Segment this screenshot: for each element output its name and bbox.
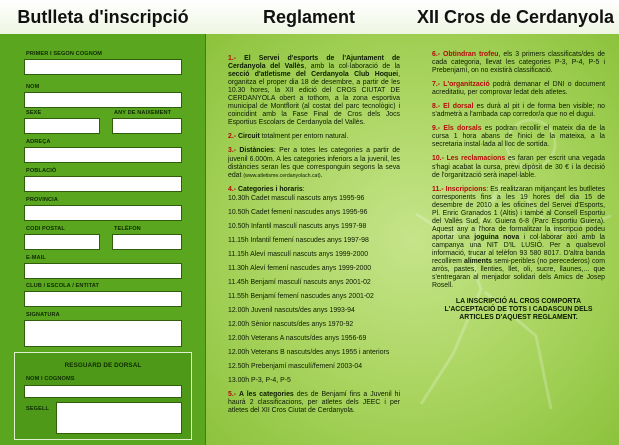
category-item: 12.00h Veterans B nascuts/des anys 1955 i anteriors [228, 349, 390, 357]
signature-label: SIGNATURA [26, 312, 60, 318]
receipt-name-field[interactable] [24, 385, 182, 398]
event-header: XII Cros de Cerdanyola [412, 0, 619, 34]
rule-9: 9.- Els dorsals es podran recollir el mateix dia de la cursa 1 hora abans de l'inici de la mateixa, a la secretaria instal·lada al lloc de sortida. [432, 125, 605, 149]
province-field[interactable] [24, 205, 182, 221]
receipt-stamp-label: SEGELL [26, 406, 49, 412]
rule-7: 7.- L'organització podrà demanar el DNI o document acreditatiu, per comprovar ledat dels atletes. [432, 81, 605, 97]
firstname-field[interactable] [24, 92, 182, 108]
email-label: E-MAIL [26, 255, 46, 261]
category-item: 11.15h Aleví masculí nascuts anys 1999-2000 [228, 250, 369, 258]
category-item: 12.00h Juvenil nascuts/des anys 1993-94 [228, 307, 355, 315]
phone-field[interactable] [112, 234, 182, 250]
category-item: 10.30h Cadet masculí nascuts anys 1995-96 [228, 194, 365, 202]
birthyear-field[interactable] [112, 118, 182, 134]
rule-4: 4.- Categories i horaris: [228, 185, 305, 193]
rule-2: 2.- Circuit totalment per entorn natural. [228, 133, 349, 141]
surname-label: PRIMER I SEGON COGNOM [26, 51, 103, 57]
address-label: ADREÇA [26, 139, 51, 145]
rule-8: 8.- El dorsal es durà al pit i de forma ben visible; no s'admetrà a l'arribada cap corredor/a que no el dugui. [432, 103, 606, 119]
category-schedule-list [228, 195, 400, 386]
town-field[interactable] [24, 176, 182, 192]
rule-3: 3.- Distàncies: Per a totes les categories a partir de juvenil 6.000m. A les categories inferiors a la juvenil, les distàncies seran les que corresponguin segons la seva edat (www.atletisme.cerdanyolach.cat). [228, 147, 400, 179]
email-field[interactable] [24, 263, 182, 279]
surname-field[interactable] [24, 59, 182, 75]
rule-10: 10.- Les reclamacions es faran per escrit una vegada s'hagi acabat la cursa, previ dipòsit de 30 € i la decisió de l'organització serà inapel·lable. [432, 155, 605, 179]
firstname-label: NOM [26, 84, 40, 90]
birthyear-label: ANY DE NAIXEMENT [114, 110, 172, 116]
form-header: Butlleta d'inscripció [0, 0, 206, 34]
category-item: 10.50h Infantil masculí nascuts anys 1997-98 [228, 222, 367, 230]
rules-column-1 [228, 55, 400, 422]
category-item: 11.45h Benjamí masculí nascuts anys 2001-02 [228, 278, 371, 286]
category-item: 12.00h Sènior nascuts/des anys 1970-92 [228, 321, 354, 329]
rules-column-2 [432, 51, 605, 328]
postcode-label: CODI POSTAL [26, 226, 65, 232]
postcode-field[interactable] [24, 234, 100, 250]
phone-label: TELÈFON [114, 226, 141, 232]
closing-statement: LA INSCRIPCIÓ AL CROS COMPORTA L'ACCEPTACIÓ DE TOTS I CADASCUN DELS ARTICLES D'AQUEST REGLAMENT. [444, 298, 593, 322]
receipt-name-label: NOM I COGNOMS [26, 376, 75, 382]
sex-label: SEXE [26, 110, 42, 116]
category-item: 11.30h Aleví femení nascudes anys 1999-2000 [228, 264, 372, 272]
club-field[interactable] [24, 291, 182, 307]
rules-header: Reglament [206, 0, 412, 34]
category-item: 12.00h Veterans A nascuts/des anys 1956-69 [228, 335, 367, 343]
receipt-stamp-field[interactable] [56, 402, 182, 434]
category-item: 11.15h Infantil femení nascudes anys 1997-98 [228, 236, 369, 244]
category-item: 10.50h Cadet femení nascudes anys 1995-96 [228, 208, 368, 216]
rule-1: 1.- El Servei d'esports de l'Ajuntament de Cerdanyola del Vallès, amb la col·laboració de la secció d'atletisme del Cerdanyola Club Hoquei, organitza el proper dia 18 de desembre, a partir de les 10.30 hores, la XII edició del CROS CIUTAT DE CERDANYOLA obert a tothom, a la zona esportiva municipal de Montflorit (al costat del parc tecnològic) i coincidint amb la Fase Final de Cros dels Jocs Esportius Escolars de Cerdanyola del Vallès. [228, 55, 401, 127]
rule-5: 5.- A les categories des de Benjamí fins a Juvenil hi haurà 2 classificacions, per atletes dels JEEC i per atletes del XII Cros Ciutat de Cerdanyola. [228, 391, 400, 415]
address-field[interactable] [24, 147, 182, 163]
sex-field[interactable] [24, 118, 100, 134]
category-item: 12.50h Prebenjamí masculí/femení 2003-04 [228, 363, 363, 371]
rule-6: 6.- Obtindran trofeu, els 3 primers classificats/des de cada categoria, llevat les categories P-3, P-4, P-5 i Prebenjamí, on no existirà classificació. [432, 51, 605, 75]
club-label: CLUB / ESCOLA / ENTITAT [26, 283, 100, 289]
category-item: 11.55h Benjamí femení nascudes anys 2001-02 [228, 293, 374, 301]
receipt-title: RESGUARD DE DORSAL [64, 362, 142, 369]
signature-field[interactable] [24, 320, 182, 347]
category-item: 13.00h P-3, P-4, P-5 [228, 377, 291, 385]
club-website-link[interactable]: (www.atletisme.cerdanyolach.cat) [243, 172, 321, 179]
rule-11: 11.- Inscripcions: Es realitzaran mitjançant les butlletes corresponents fins a les 19 hores del dia 15 de desembre de 2010 a les oficines del Servei d'Esports, Pl. Enric Granados 1 (Altis) i també al Consell Esportiu del Vallès Sud, Av. Guiera 6-8 (Parc Esportiu Guiera). Aquest any a l'hora de formalitzar la inscripció podeu aportar una joguina nova i col·laborar així amb la campanya una NIT D'IL LUSIÓ. Per a qualsevol informació, trucar al telèfon 93 580 8017. D'altra banda recollirem aliments semi-peribles (no perecederos) com arròs, pastes, llenties, llet, oli, sucre, llaunes,... que s'entregaran al menjador solidari dels Amics de Josep Rosell. [432, 185, 605, 290]
province-label: PROVINCIA [26, 197, 58, 203]
town-label: POBLACIÓ [26, 168, 57, 174]
